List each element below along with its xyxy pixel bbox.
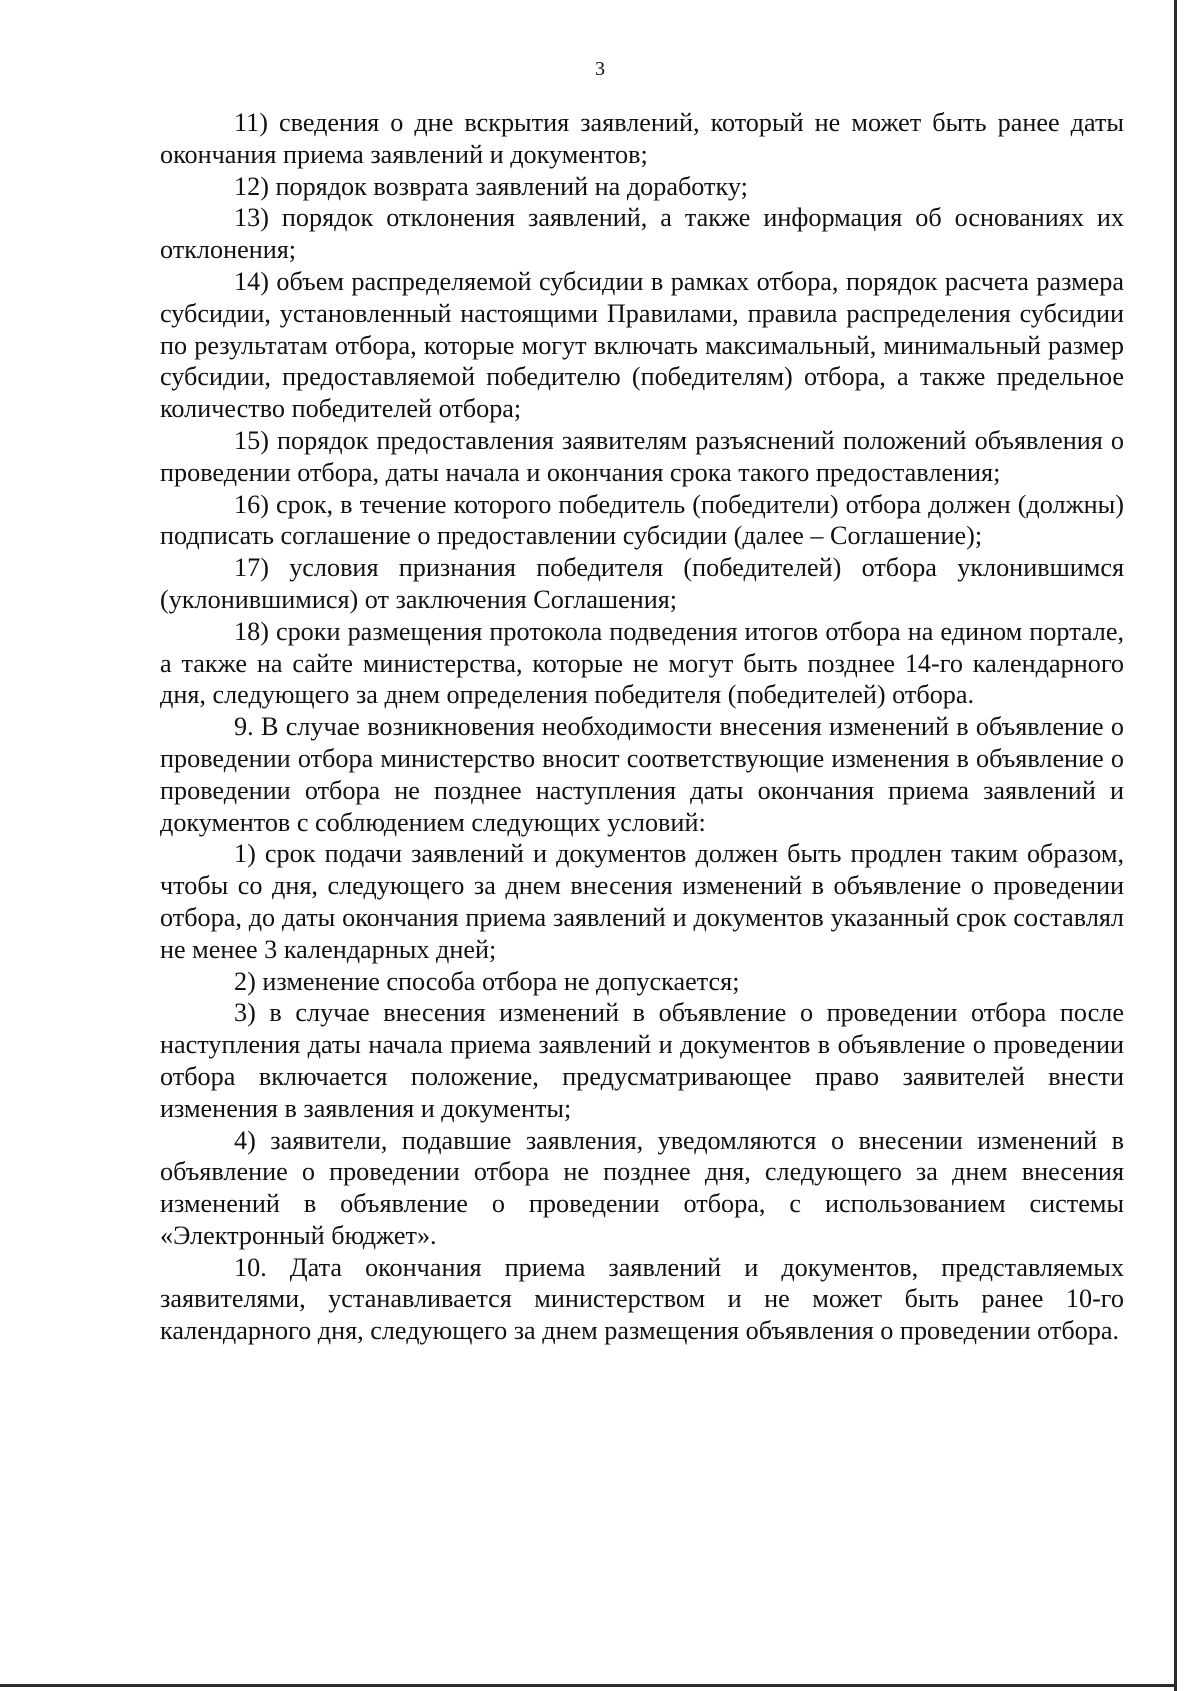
document-body xyxy=(160,107,1124,1347)
page-right-border xyxy=(1174,0,1177,1691)
paragraph-condition-3: 3) в случае внесения изменений в объявление о проведении отбора после наступления даты начала приема заявлений и документов в объявление о проведении отбора включается положение, предусматривающее право заявителей внести изменения в заявления и документы; xyxy=(160,998,1124,1123)
page-number: 3 xyxy=(595,58,605,80)
paragraph-item-14: 14) объем распределяемой субсидии в рамках отбора, порядок расчета размера субсидии, установленный настоящими Правилами, правила распределения субсидии по результатам отбора, которые могут включать максимальный, минимальный размер субсидии, предоставляемой победителю (победителям) отбора, а также предельное количество победителей отбора; xyxy=(160,266,1124,424)
paragraph-item-17: 17) условия признания победителя (победителей) отбора уклонившимся (уклонившимися) от заключения Соглашения; xyxy=(160,553,1124,614)
paragraph-condition-1: 1) срок подачи заявлений и документов должен быть продлен таким образом, чтобы со дня, следующего за днем внесения изменений в объявление о проведении отбора, до даты окончания приема заявлений и документов указанный срок составлял не менее 3 календарных дней; xyxy=(160,839,1124,964)
paragraph-item-13: 13) порядок отклонения заявлений, а также информация об основаниях их отклонения; xyxy=(160,203,1124,265)
paragraph-item-11: 11) сведения о дне вскрытия заявлений, который не может быть ранее даты окончания приема заявлений и документов; xyxy=(160,108,1124,169)
paragraph-condition-2: 2) изменение способа отбора не допускается; xyxy=(234,966,740,996)
paragraph-condition-4: 4) заявители, подавшие заявления, уведомляются о внесении изменений в объявление о проведении отбора не позднее дня, следующего за днем внесения изменений в объявление о проведении отбора, с использованием системы «Электронный бюджет». xyxy=(160,1125,1124,1250)
paragraph-item-15: 15) порядок предоставления заявителям разъяснений положений объявления о проведении отбора, даты начала и окончания срока такого предоставления; xyxy=(160,425,1124,487)
paragraph-section-9: 9. В случае возникновения необходимости внесения изменений в объявление о проведении отбора министерство вносит соответствующие изменения в объявление о проведении отбора не позднее наступления даты окончания приема заявлений и документов с соблюдением следующих условий: xyxy=(160,712,1124,837)
paragraph-item-16: 16) срок, в течение которого победитель (победители) отбора должен (должны) подписать соглашение о предоставлении субсидии (далее – Соглашение); xyxy=(160,489,1124,551)
page-bottom-border xyxy=(0,1684,1176,1687)
paragraph-item-18: 18) сроки размещения протокола подведения итогов отбора на едином портале, а также на сайте министерства, которые не могут быть позднее 14-го календарного дня, следующего за днем определения победителя (победителей) отбора. xyxy=(160,616,1124,710)
paragraph-section-10: 10. Дата окончания приема заявлений и документов, представляемых заявителями, устанавливается министерством и не может быть ранее 10-го календарного дня, следующего за днем размещения объявления о проведении отбора. xyxy=(160,1252,1124,1346)
paragraph-item-12: 12) порядок возврата заявлений на доработку; xyxy=(234,171,748,201)
